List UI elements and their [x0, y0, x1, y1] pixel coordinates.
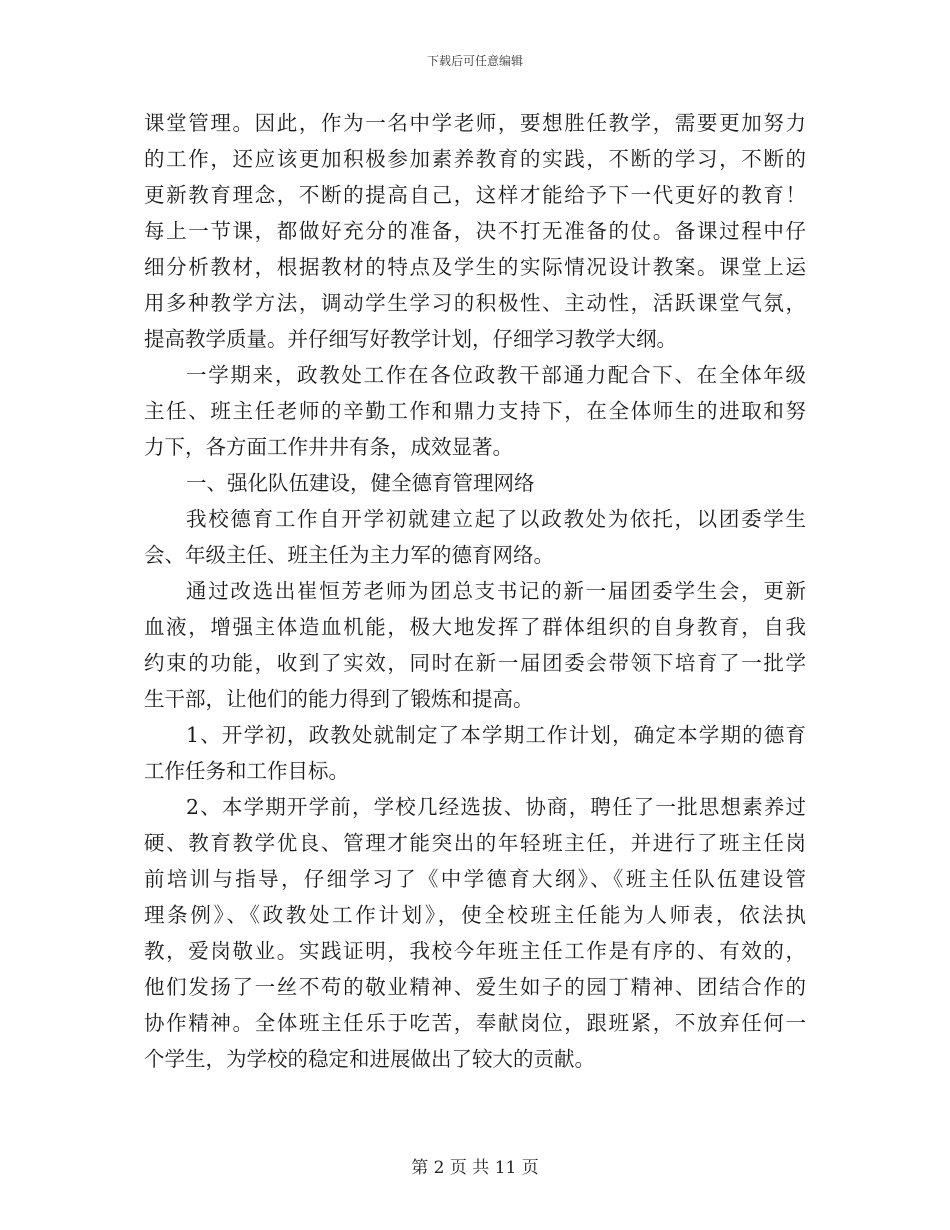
- paragraph-line: 前培训与指导，仔细学习了《中学德育大纲》、《班主任队伍建设管: [144, 867, 806, 891]
- paragraph-line: 个学生，为学校的稳定和进展做出了较大的贡献。: [144, 1047, 595, 1071]
- paragraph-line: 血液，增强主体造血机能，极大地发挥了群体组织的自身教育，自我: [144, 615, 806, 639]
- paragraph-line: 主任、班主任老师的辛勤工作和鼎力支持下，在全体师生的进取和努: [144, 399, 806, 423]
- paragraph-line: 我校德育工作自开学初就建立起了以政教处为依托，以团委学生: [186, 507, 806, 531]
- paragraph-line: 他们发扬了一丝不苟的敬业精神、爱生如子的园丁精神、团结合作的: [144, 975, 806, 999]
- paragraph-line: 硬、教育教学优良、管理才能突出的年轻班主任，并进行了班主任岗: [144, 831, 806, 855]
- paragraph-line: 更新教育理念，不断的提高自己，这样才能给予下一代更好的教育！: [144, 183, 806, 207]
- paragraph-line: 课堂管理。因此，作为一名中学老师，要想胜任教学，需要更加努力: [144, 111, 806, 135]
- paragraph-line: 细分析教材，根据教材的特点及学生的实际情况设计教案。课堂上运: [144, 255, 806, 279]
- paragraph-line: 用多种教学方法，调动学生学习的积极性、主动性，活跃课堂气氛，: [144, 291, 806, 315]
- paragraph-line: 通过改选出崔恒芳老师为团总支书记的新一届团委学生会，更新: [186, 579, 806, 603]
- paragraph-line: 约束的功能，收到了实效，同时在新一届团委会带领下培育了一批学: [144, 651, 806, 675]
- paragraph-line: 会、年级主任、班主任为主力军的德育网络。: [144, 543, 554, 567]
- document-body: [144, 105, 806, 1077]
- paragraph-line: 2、本学期开学前，学校几经选拔、协商，聘任了一批思想素养过: [186, 795, 806, 819]
- paragraph-line: 一、强化队伍建设，健全德育管理网络: [186, 471, 535, 495]
- paragraph-line: 一学期来，政教处工作在各位政教干部通力配合下、在全体年级: [186, 363, 806, 387]
- paragraph-line: 教，爱岗敬业。实践证明，我校今年班主任工作是有序的、有效的，: [144, 939, 806, 963]
- paragraph-line: 理条例》、《政教处工作计划》，使全校班主任能为人师表，依法执: [144, 903, 806, 927]
- page-number-footer: 第 2 页 共 11 页: [411, 1158, 539, 1178]
- paragraph-line: 工作任务和工作目标。: [144, 759, 349, 783]
- paragraph-line: 生干部，让他们的能力得到了锻炼和提高。: [144, 687, 534, 711]
- paragraph-line: 1、开学初，政教处就制定了本学期工作计划，确定本学期的德育: [186, 723, 806, 747]
- paragraph-line: 的工作，还应该更加积极参加素养教育的实践，不断的学习，不断的: [144, 147, 806, 171]
- paragraph-line: 每上一节课，都做好充分的准备，决不打无准备的仗。备课过程中仔: [144, 219, 806, 243]
- page-header-note: 下载后可任意编辑: [426, 54, 523, 68]
- paragraph-line: 提高教学质量。并仔细写好教学计划，仔细学习教学大纲。: [144, 327, 677, 351]
- paragraph-line: 力下，各方面工作井井有条，成效显著。: [144, 435, 513, 459]
- paragraph-line: 协作精神。全体班主任乐于吃苦，奉献岗位，跟班紧，不放弃任何一: [144, 1011, 806, 1035]
